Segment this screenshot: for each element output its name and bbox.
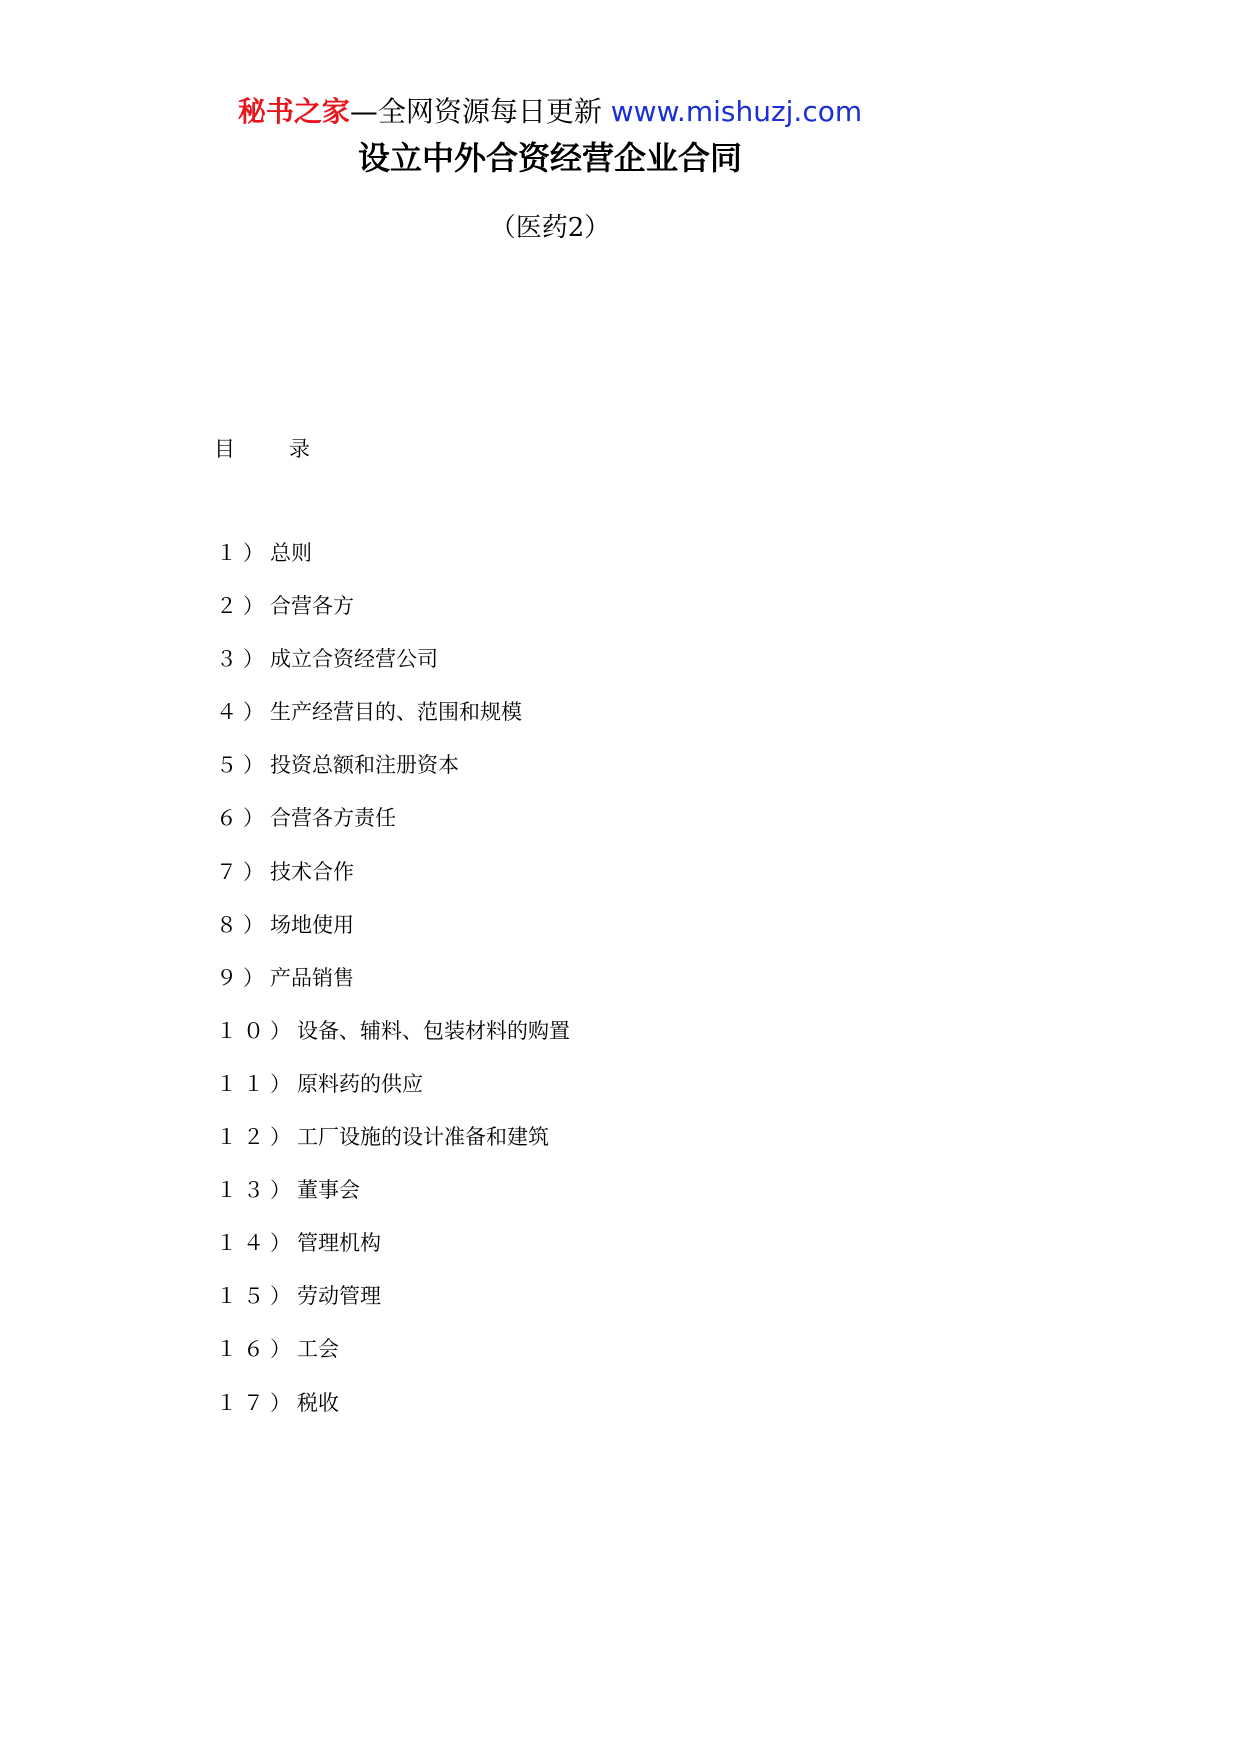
toc-item bbox=[216, 538, 570, 591]
toc-item bbox=[216, 697, 570, 750]
toc-item bbox=[216, 1069, 570, 1122]
toc-item-label: 工会 bbox=[297, 1337, 339, 1362]
document-subtitle: （医药2） bbox=[489, 213, 611, 243]
toc-item bbox=[216, 1281, 570, 1334]
toc-item bbox=[216, 1016, 570, 1069]
toc-item bbox=[216, 591, 570, 644]
toc-item bbox=[216, 1334, 570, 1387]
toc-item-label: 合营各方 bbox=[270, 594, 354, 619]
toc-item-number: ７） bbox=[216, 859, 270, 884]
toc-item-label: 技术合作 bbox=[270, 859, 354, 884]
toc-item-label: 工厂设施的设计准备和建筑 bbox=[297, 1125, 549, 1150]
toc-item-number: １２） bbox=[216, 1125, 297, 1150]
toc-item-number: ６） bbox=[216, 806, 270, 831]
toc-item-label: 产品销售 bbox=[270, 965, 354, 990]
toc-heading-char-1: 目 bbox=[214, 437, 235, 461]
toc-heading-char-2: 录 bbox=[289, 437, 310, 461]
toc-item-label: 设备、辅料、包装材料的购置 bbox=[297, 1018, 570, 1043]
toc-item-label: 董事会 bbox=[297, 1178, 360, 1203]
site-url-link[interactable]: www.mishuzj.com bbox=[610, 95, 863, 128]
toc-item-label: 劳动管理 bbox=[297, 1284, 381, 1309]
toc-item-label: 场地使用 bbox=[270, 912, 354, 937]
toc-item-label: 总则 bbox=[270, 541, 312, 565]
document-title: 设立中外合资经营企业合同 bbox=[357, 139, 742, 177]
brand-name: 秘书之家 bbox=[237, 95, 350, 128]
toc-item bbox=[216, 1122, 570, 1175]
toc-item-number: １５） bbox=[216, 1284, 297, 1309]
toc-item-number: １７） bbox=[216, 1390, 297, 1415]
toc-item-number: ３） bbox=[216, 647, 270, 672]
toc-item-label: 成立合资经营公司 bbox=[270, 647, 438, 672]
toc-item-label: 税收 bbox=[297, 1390, 339, 1415]
toc-item-number: １０） bbox=[216, 1018, 297, 1043]
header-slogan: —全网资源每日更新 bbox=[349, 95, 611, 128]
toc-item bbox=[216, 1228, 570, 1281]
toc-item-number: ２） bbox=[216, 594, 270, 619]
toc-item bbox=[216, 644, 570, 697]
toc-item-number: １） bbox=[216, 541, 270, 565]
toc-item-number: ９） bbox=[216, 965, 270, 990]
toc-item bbox=[216, 750, 570, 803]
toc-item bbox=[216, 857, 570, 910]
site-header bbox=[0, 92, 1100, 132]
toc-heading bbox=[214, 434, 310, 464]
toc-item-label: 原料药的供应 bbox=[297, 1071, 423, 1096]
toc-item-label: 管理机构 bbox=[297, 1231, 381, 1256]
toc-item-number: １４） bbox=[216, 1231, 297, 1256]
toc-item bbox=[216, 1388, 570, 1441]
toc-item-label: 投资总额和注册资本 bbox=[270, 753, 459, 778]
toc-item bbox=[216, 1175, 570, 1228]
toc-item-number: １６） bbox=[216, 1337, 297, 1362]
toc-item-number: ４） bbox=[216, 700, 270, 725]
toc-item-number: １１） bbox=[216, 1071, 297, 1096]
toc-item-label: 合营各方责任 bbox=[270, 806, 396, 831]
toc-item-label: 生产经营目的、范围和规模 bbox=[270, 700, 522, 725]
toc-item-number: １３） bbox=[216, 1178, 297, 1203]
toc-item-number: ５） bbox=[216, 753, 270, 778]
toc-item-number: ８） bbox=[216, 912, 270, 937]
toc-item bbox=[216, 803, 570, 856]
toc-item bbox=[216, 963, 570, 1016]
toc-list bbox=[216, 538, 570, 1441]
toc-item bbox=[216, 910, 570, 963]
